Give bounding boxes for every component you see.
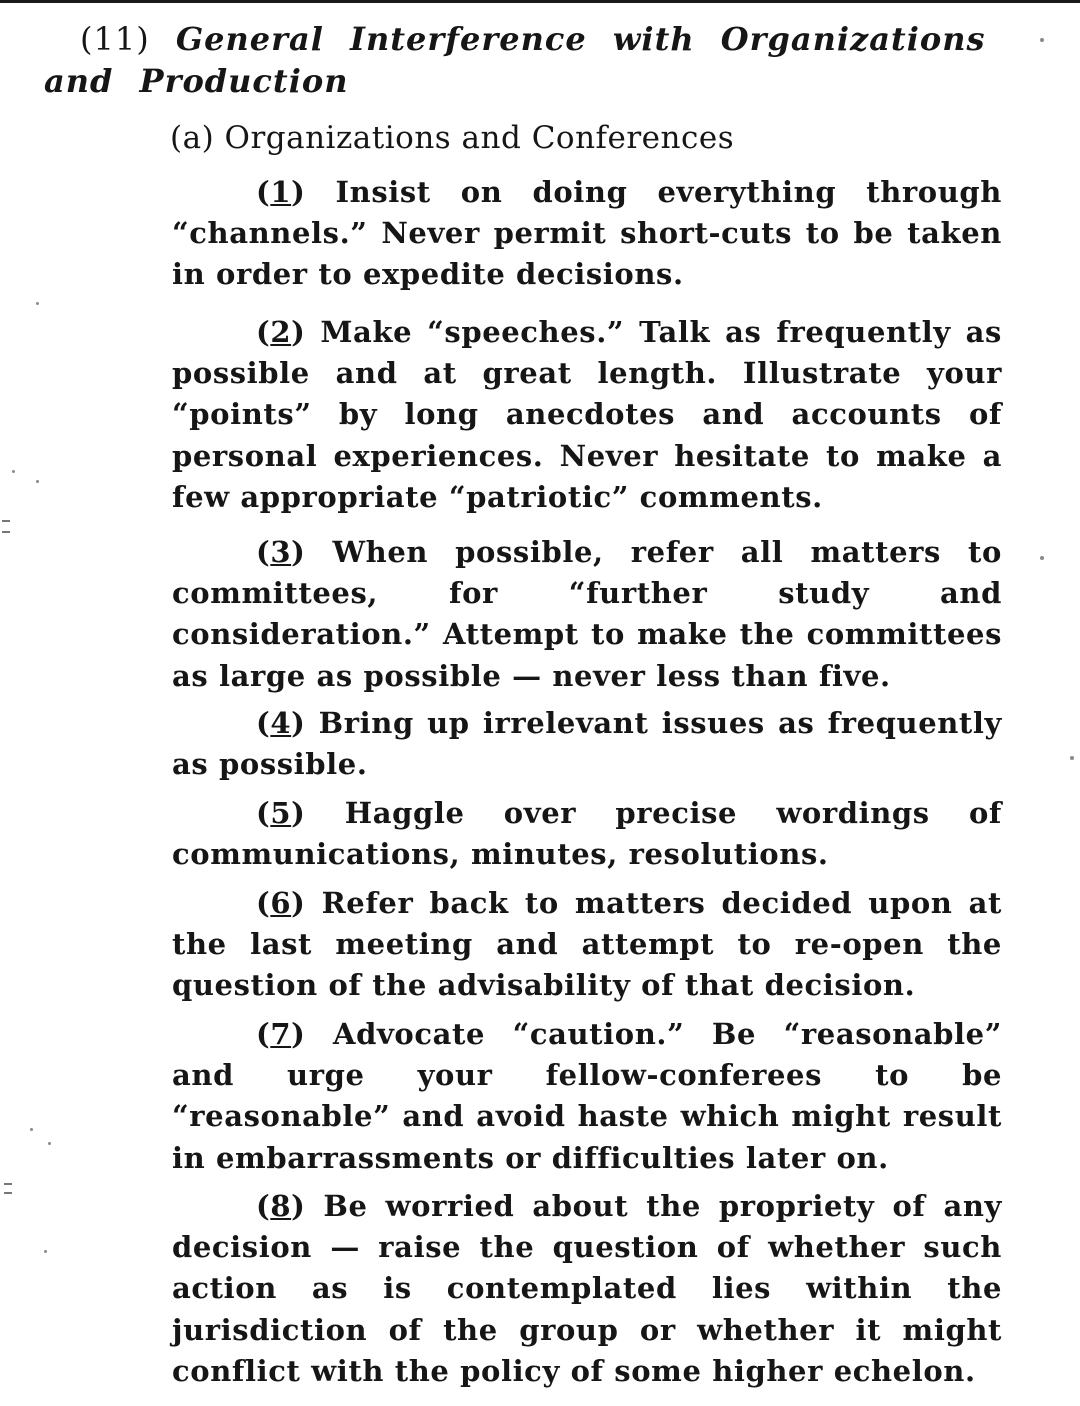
item-text: When possible, refer all matters to committees, for “further study and consideration.” Attempt to make the committees as large as possible — never less than five. <box>172 535 1002 693</box>
subsection-heading <box>170 118 734 158</box>
item-number: (8) <box>256 1189 306 1223</box>
item-number: (1) <box>256 175 306 209</box>
section-number: (11) <box>80 20 150 58</box>
item-number: (5) <box>256 796 306 830</box>
item-1 <box>172 172 1002 296</box>
scan-speck <box>30 1128 33 1131</box>
item-7 <box>172 1014 1002 1179</box>
item-2 <box>172 312 1002 518</box>
scan-mark <box>2 520 10 522</box>
item-8 <box>172 1186 1002 1392</box>
scan-speck <box>1040 556 1044 560</box>
item-text: Refer back to matters decided upon at the last meeting and attempt to re-open the question of the advisability of that decision. <box>172 886 1002 1003</box>
item-number: (2) <box>256 315 306 349</box>
item-4 <box>172 703 1002 785</box>
scan-speck <box>36 480 39 483</box>
scan-speck <box>1070 756 1074 760</box>
item-3 <box>172 532 1002 697</box>
scan-speck <box>36 302 39 305</box>
scan-speck <box>48 1142 51 1145</box>
item-5 <box>172 793 1002 875</box>
item-number: (7) <box>256 1017 306 1051</box>
scan-mark <box>4 1192 12 1194</box>
scan-mark <box>2 531 10 533</box>
item-number: (3) <box>256 535 306 569</box>
section-title: General Interference with Organizations and Production <box>44 20 986 100</box>
subsection-label: (a) <box>170 120 215 156</box>
item-number: (4) <box>256 706 306 740</box>
scan-speck <box>12 470 15 473</box>
section-heading <box>44 18 1004 102</box>
subsection-title: Organizations and Conferences <box>224 120 735 156</box>
item-text: Insist on doing everything through “channels.” Never permit short-cuts to be taken in order to expedite decisions. <box>172 175 1002 292</box>
scan-speck <box>1040 38 1044 42</box>
item-text: Make “speeches.” Talk as frequently as possible and at great length. Illustrate your “points” by long anecdotes and accounts of personal experiences. Never hesitate to make a few appropriate “patriotic” comments. <box>172 315 1002 514</box>
scan-mark <box>4 1183 12 1185</box>
item-number: (6) <box>256 886 306 920</box>
item-text: Haggle over precise wordings of communications, minutes, resolutions. <box>172 796 1002 872</box>
item-text: Be worried about the propriety of any decision — raise the question of whether such action as is contemplated lies within the jurisdiction of the group or whether it might conflict with the policy of some higher echelon. <box>172 1189 1002 1388</box>
scan-speck <box>44 1250 47 1253</box>
item-text: Advocate “caution.” Be “reasonable” and urge your fellow-conferees to be “reasonable” and avoid haste which might result in embarrassments or difficulties later on. <box>172 1017 1002 1175</box>
item-6 <box>172 883 1002 1007</box>
item-text: Bring up irrelevant issues as frequently as possible. <box>172 706 1002 782</box>
